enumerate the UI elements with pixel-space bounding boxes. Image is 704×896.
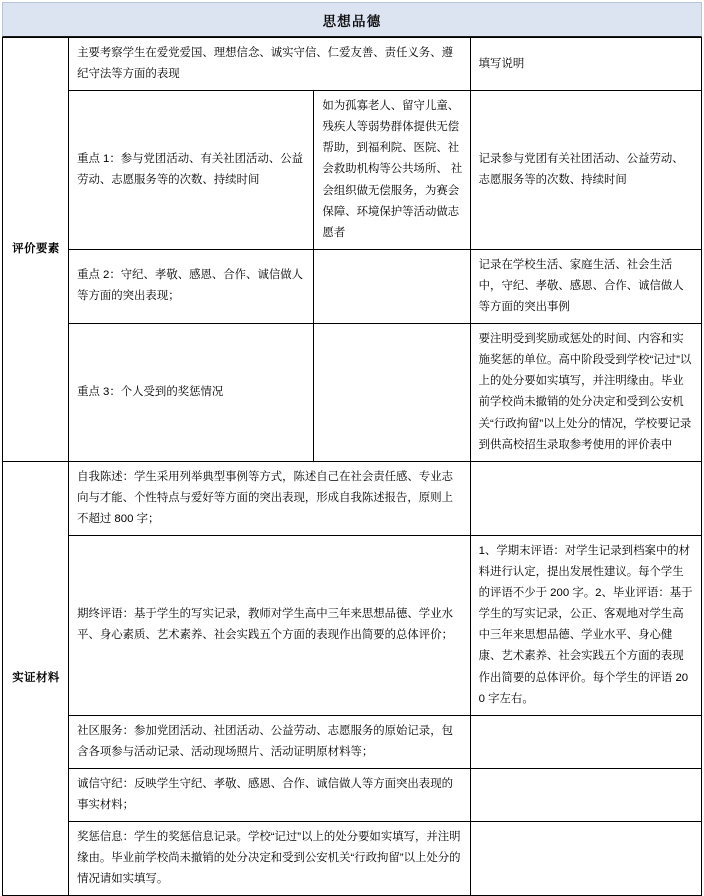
evaluation-form-sheet (0, 2, 704, 886)
self-statement-content: 自我陈述：学生采用列举典型事例等方式，陈述自己在社会责任感、专业志向与才能、个性特点与爱好等方面的突出表现，形成自我陈述报告，原则上不超过 800 字； (69, 461, 471, 535)
overview-note: 填写说明 (470, 38, 701, 91)
section-label-evidence: 实证材料 (3, 461, 69, 896)
final-comment-content: 期终评语：基于学生的写实记录，教师对学生高中三年来思想品德、学业水平、身心素质、艺术素养、社会实践五个方面的表现作出简要的总体评价； (69, 535, 471, 715)
community-service-note (470, 715, 701, 768)
reward-punishment-note (470, 822, 701, 896)
table-row (3, 461, 702, 535)
table-row (3, 91, 702, 250)
focus-3-content: 重点 3：个人受到的奖惩情况 (69, 324, 314, 462)
reward-punishment-content: 奖惩信息：学生的奖惩信息记录。学校“记过”以上的处分要如实填写，并注明缘由。毕业前学校尚未撤销的处分决定和受到公安机关“行政拘留”以上处分的情况请如实填写。 (69, 822, 471, 896)
focus-3-detail (314, 324, 470, 462)
section-label-evaluation: 评价要素 (3, 38, 69, 462)
table-row (3, 715, 702, 768)
focus-2-content: 重点 2：守纪、孝敬、感恩、合作、诚信做人等方面的突出表现； (69, 249, 314, 323)
focus-2-note: 记录在学校生活、家庭生活、社会生活中，守纪、孝敬、感恩、合作、诚信做人等方面的突出事例 (470, 249, 701, 323)
final-comment-note: 1、学期末评语：对学生记录到档案中的材料进行认定，提出发展性建议。每个学生的评语不少于 200 字。2、毕业评语：基于学生的写实记录，公正、客观地对学生高中三年来思想品德、学业水平、身心健康、艺术素养、社会实践五个方面的表现作出简要的总体评价。每个学生的评语 200 字左右。 (470, 535, 701, 715)
overview-content: 主要考察学生在爱党爱国、理想信念、诚实守信、仁爱友善、责任义务、遵纪守法等方面的表现 (69, 38, 471, 91)
evaluation-table (2, 37, 702, 896)
focus-3-note: 要注明受到奖励或惩处的时间、内容和实施奖惩的单位。高中阶段受到学校“记过”以上的处分要如实填写，并注明缘由。毕业前学校尚未撤销的处分决定和受到公安机关“行政拘留”以上处分的情况，学校要记录到供高校招生录取参考使用的评价表中 (470, 324, 701, 462)
table-row (3, 768, 702, 821)
table-row (3, 324, 702, 462)
focus-1-detail: 如为孤寡老人、留守儿童、残疾人等弱势群体提供无偿帮助，到福利院、医院、社会救助机构等公共场所、 社会组织做无偿服务，为赛会保障、环境保护等活动做志愿者 (314, 91, 470, 250)
focus-2-detail (314, 249, 470, 323)
focus-1-note: 记录参与党团有关社团活动、公益劳动、志愿服务等的次数、持续时间 (470, 91, 701, 250)
self-statement-note (470, 461, 701, 535)
page-title: 思想品德 (322, 13, 382, 29)
form-title-band (2, 2, 702, 37)
table-row (3, 822, 702, 896)
table-row (3, 38, 702, 91)
table-row (3, 535, 702, 715)
integrity-discipline-content: 诚信守纪：反映学生守纪、孝敬、感恩、合作、诚信做人等方面突出表现的事实材料； (69, 768, 471, 821)
integrity-discipline-note (470, 768, 701, 821)
table-row (3, 249, 702, 323)
community-service-content: 社区服务：参加党团活动、社团活动、公益劳动、志愿服务的原始记录，包含各项参与活动记录、活动现场照片、活动证明原材料等； (69, 715, 471, 768)
focus-1-content: 重点 1：参与党团活动、有关社团活动、公益劳动、志愿服务等的次数、持续时间 (69, 91, 314, 250)
